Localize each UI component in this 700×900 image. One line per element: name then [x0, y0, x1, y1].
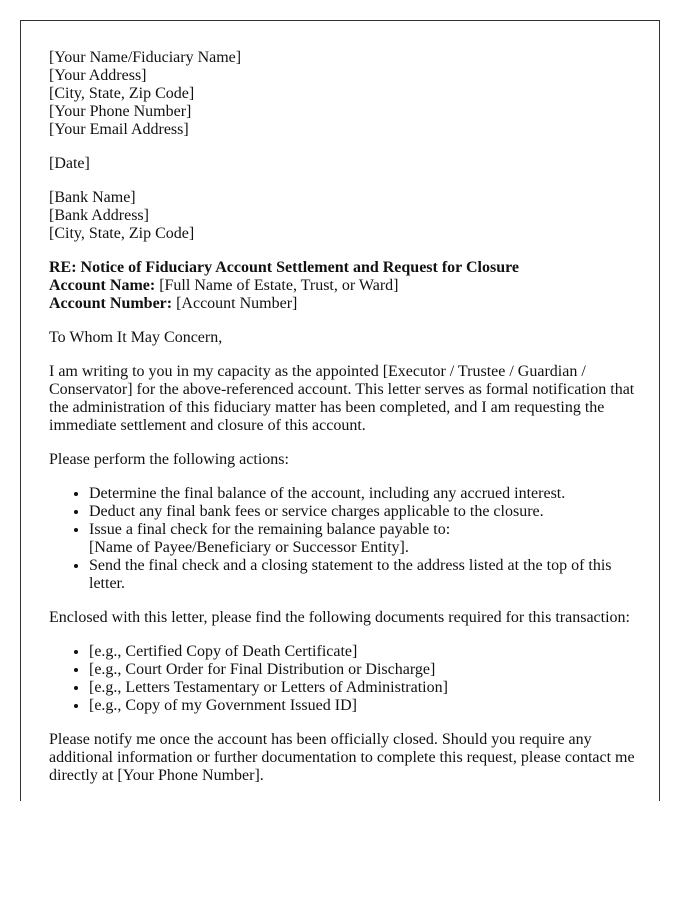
account-number-value: [Account Number]	[172, 295, 298, 312]
account-name-value: [Full Name of Estate, Trust, or Ward]	[155, 277, 399, 294]
actions-list	[49, 485, 639, 593]
sender-address: [Your Address]	[49, 67, 147, 84]
closing-paragraph: Please notify me once the account has been officially closed. Should you require any additional information or further documentation to complete this request, please contact me directly at [Your Phone Number].	[49, 731, 635, 784]
account-number-label: Account Number:	[49, 295, 173, 312]
recipient-bank-address: [Bank Address]	[49, 207, 149, 224]
actions-intro: Please perform the following actions:	[49, 451, 289, 468]
letter-page	[20, 20, 660, 801]
recipient-bank-name: [Bank Name]	[49, 189, 136, 206]
letter-content	[49, 49, 639, 801]
recipient-city-state-zip: [City, State, Zip Code]	[49, 225, 195, 242]
sender-phone: [Your Phone Number]	[49, 103, 192, 120]
enclosure-item: • [e.g., Copy of my Government Issued ID]	[89, 697, 639, 715]
action-item: • Deduct any final bank fees or service charges applicable to the closure.	[89, 503, 639, 521]
reference-block	[49, 259, 639, 313]
action-item: • Send the final check and a closing statement to the address listed at the top of this letter.	[89, 557, 639, 593]
letter-date: [Date]	[49, 155, 90, 172]
enclosure-item: • [e.g., Certified Copy of Death Certificate]	[89, 643, 639, 661]
sender-name: [Your Name/Fiduciary Name]	[49, 49, 242, 66]
intro-paragraph: I am writing to you in my capacity as the appointed [Executor / Trustee / Guardian / Conservator] for the above-referenced account. This letter serves as formal notification that the administration of this fiduciary matter has been completed, and I am requesting the immediate settlement and closure of this account.	[49, 363, 635, 434]
sender-email: [Your Email Address]	[49, 121, 189, 138]
account-name-label: Account Name:	[49, 277, 156, 294]
date-block	[49, 155, 639, 173]
enclosures-list	[49, 643, 639, 715]
action-item: • Determine the final balance of the account, including any accrued interest.	[89, 485, 639, 503]
sender-block	[49, 49, 639, 139]
enclosures-intro: Enclosed with this letter, please find the following documents required for this transaction:	[49, 609, 630, 626]
account-name-row	[49, 277, 639, 295]
enclosure-item: • [e.g., Letters Testamentary or Letters of Administration]	[89, 679, 639, 697]
account-number-row	[49, 295, 639, 313]
re-line-row	[49, 259, 639, 277]
enclosure-item: • [e.g., Court Order for Final Distribution or Discharge]	[89, 661, 639, 679]
sender-city-state-zip: [City, State, Zip Code]	[49, 85, 195, 102]
recipient-block	[49, 189, 639, 243]
salutation: To Whom It May Concern,	[49, 329, 223, 346]
re-line: RE: Notice of Fiduciary Account Settlement and Request for Closure	[49, 259, 520, 276]
action-item: • Issue a final check for the remaining balance payable to: [Name of Payee/Beneficiary or Successor Entity].	[89, 521, 639, 557]
